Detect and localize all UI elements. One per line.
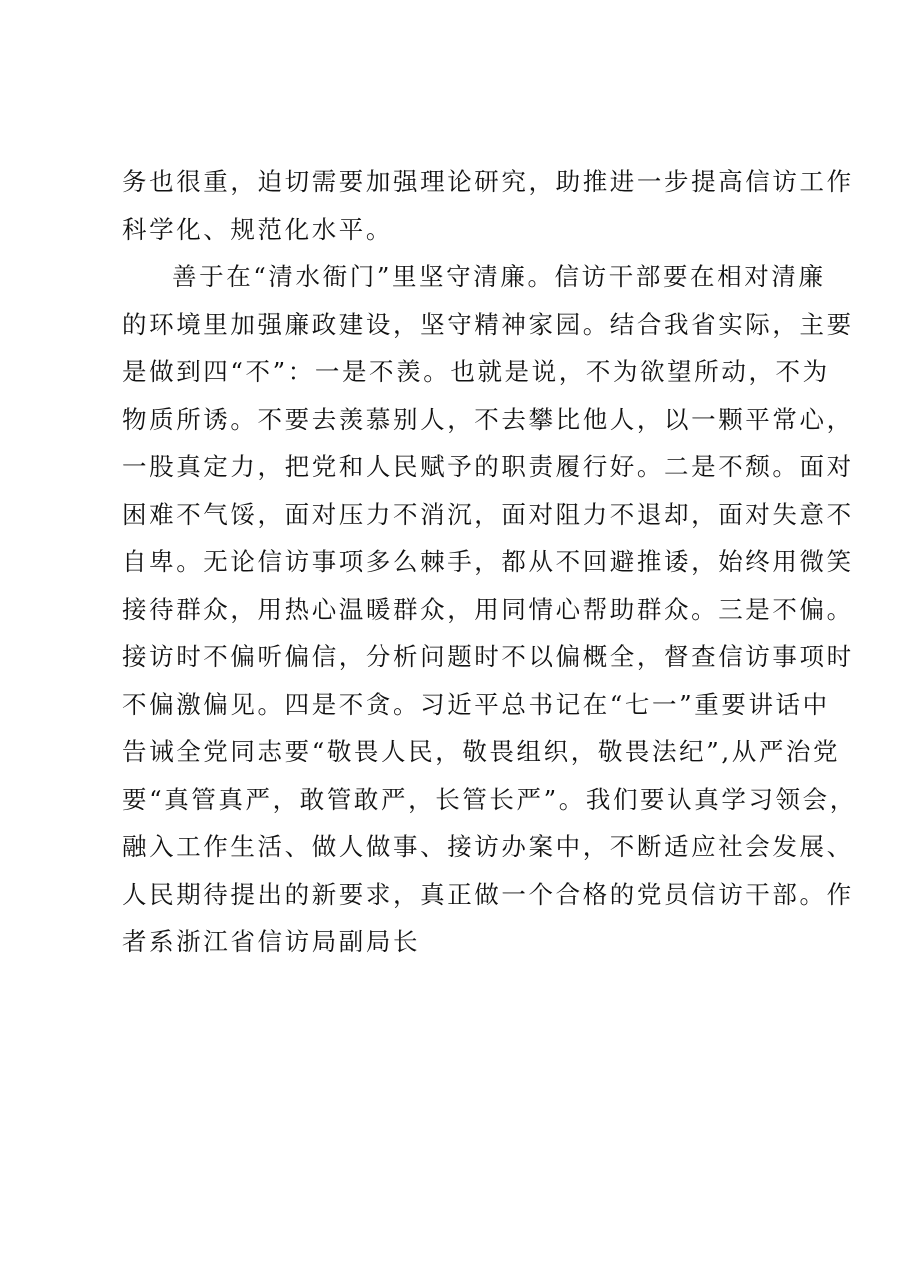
paragraph-first-line: 善于在“清水衙门”里坚守清廉。信访干部要在相对清廉 [172, 262, 826, 291]
text-line: 接待群众，用热心温暖群众，用同情心帮助群众。三是不偏。 [122, 594, 854, 624]
text-line: 物质所诱。不要去羡慕别人，不去攀比他人，以一颗平常心， [122, 404, 854, 434]
text-line: 科学化、规范化水平。 [122, 214, 393, 244]
document-body [122, 158, 857, 966]
text-line: 不偏激偏见。四是不贪。习近平总书记在“七一”重要讲话中 [122, 689, 830, 719]
text-line: 是做到四“不”：一是不羡。也就是说，不为欲望所动，不为 [122, 357, 830, 386]
text-line: 自卑。无论信访事项多么棘手，都从不回避推诿，始终用微笑 [122, 547, 854, 576]
text-line: 一股真定力，把党和人民赋予的职责履行好。二是不颓。面对 [122, 452, 854, 481]
text-line: 接访时不偏听偏信，分析问题时不以偏概全，督查信访事项时 [122, 642, 854, 671]
text-line: 的环境里加强廉政建设，坚守精神家园。结合我省实际，主要 [122, 309, 854, 339]
text-line: 融入工作生活、做人做事、接访办案中，不断适应社会发展、 [122, 832, 854, 861]
text-line: 告诫全党同志要“敬畏人民，敬畏组织，敬畏法纪”,从严治党 [122, 737, 841, 766]
text-line: 人民期待提出的新要求，真正做一个合格的党员信访干部。作 [122, 879, 854, 909]
text-line: 困难不气馁，面对压力不消沉，面对阻力不退却，面对失意不 [122, 499, 854, 529]
text-line: 要“真管真严，敢管敢严，长管长严”。我们要认真学习领会， [122, 784, 857, 814]
text-line: 务也很重，迫切需要加强理论研究，助推进一步提高信访工作 [122, 167, 854, 196]
text-line: 者系浙江省信访局副局长 [122, 927, 421, 956]
